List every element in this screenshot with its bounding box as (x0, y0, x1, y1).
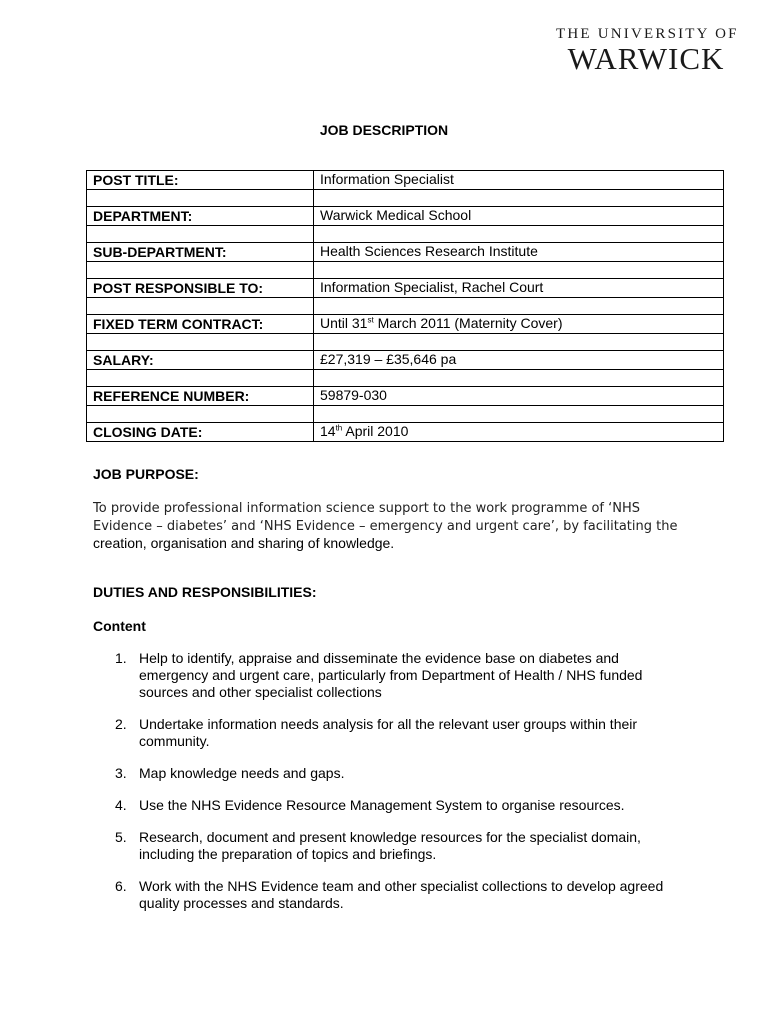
job-purpose-line-part: Evidence – diabetes’ and ‘NHS Evidence – emergency and urgent care’, by facilitating the (93, 519, 678, 534)
closing-date-end: April 2010 (342, 423, 409, 439)
department-value: Warwick Medical School (314, 207, 724, 226)
logo-main-line: WARWICK (567, 41, 725, 76)
list-item-text: Research, document and present knowledge resources for the specialist domain, including the preparation of topics and briefings. (139, 829, 641, 862)
contract-value-suffix: st (367, 315, 374, 325)
fixed-term-contract-value (314, 315, 724, 334)
table-row (87, 351, 724, 370)
post-responsible-to-value: Information Specialist, Rachel Court (314, 279, 724, 298)
post-title-label: POST TITLE: (87, 171, 314, 190)
table-row (87, 315, 724, 334)
list-item (93, 765, 673, 782)
sub-department-label: SUB-DEPARTMENT: (87, 243, 314, 262)
sub-department-value: Health Sciences Research Institute (314, 243, 724, 262)
salary-label: SALARY: (87, 351, 314, 370)
list-item-text: Work with the NHS Evidence team and other specialist collections to develop agreed quality processes and standards. (139, 878, 664, 911)
list-item-text: Map knowledge needs and gaps. (139, 765, 345, 781)
list-item-text: Help to identify, appraise and disseminate the evidence base on diabetes and emergency and urgent care, particularly from Department of Health / NHS funded sources and other specialist collections (139, 650, 643, 700)
job-purpose-text (93, 500, 693, 552)
university-logo (556, 26, 739, 76)
post-title-value: Information Specialist (314, 171, 724, 190)
list-item-number: 3. (115, 765, 127, 781)
duties-heading: DUTIES AND RESPONSIBILITIES: (93, 584, 317, 600)
list-item-number: 6. (115, 878, 127, 894)
salary-value: £27,319 – £35,646 pa (314, 351, 724, 370)
table-row (87, 423, 724, 442)
job-purpose-line (93, 517, 693, 535)
job-purpose-line: To provide professional information science support to the work programme of ‘NHS (93, 501, 640, 516)
list-item-text: Use the NHS Evidence Resource Management System to organise resources. (139, 797, 625, 813)
reference-number-label: REFERENCE NUMBER: (87, 387, 314, 406)
closing-date-value (314, 423, 724, 442)
list-item-number: 4. (115, 797, 127, 813)
department-label: DEPARTMENT: (87, 207, 314, 226)
job-purpose-line: creation, organisation and sharing of knowledge. (93, 535, 395, 551)
closing-date-label: CLOSING DATE: (87, 423, 314, 442)
table-row (87, 387, 724, 406)
list-item (93, 829, 673, 863)
job-details-table (86, 170, 724, 442)
table-row (87, 207, 724, 226)
document-title: JOB DESCRIPTION (319, 122, 449, 138)
list-item-number: 5. (115, 829, 127, 845)
list-item (93, 650, 673, 701)
table-row (87, 243, 724, 262)
logo-top-line: THE UNIVERSITY OF (556, 26, 739, 42)
contract-value-start: Until 31 (320, 315, 368, 331)
list-item (93, 716, 673, 750)
closing-date-start: 14 (320, 423, 336, 439)
list-item-text: Undertake information needs analysis for all the relevant user groups within their community. (139, 716, 638, 749)
list-item-number: 2. (115, 716, 127, 732)
reference-number-value: 59879-030 (314, 387, 724, 406)
list-item (93, 878, 673, 912)
content-subheading: Content (93, 618, 146, 634)
closing-date-suffix: th (335, 423, 343, 433)
fixed-term-contract-label: FIXED TERM CONTRACT: (87, 315, 314, 334)
table-row (87, 171, 724, 190)
job-purpose-heading: JOB PURPOSE: (93, 466, 199, 482)
post-responsible-to-label: POST RESPONSIBLE TO: (87, 279, 314, 298)
list-item (93, 797, 673, 814)
list-item-number: 1. (115, 650, 127, 666)
duties-list (93, 650, 673, 912)
contract-value-end: March 2011 (Maternity Cover) (373, 315, 563, 331)
table-row (87, 279, 724, 298)
